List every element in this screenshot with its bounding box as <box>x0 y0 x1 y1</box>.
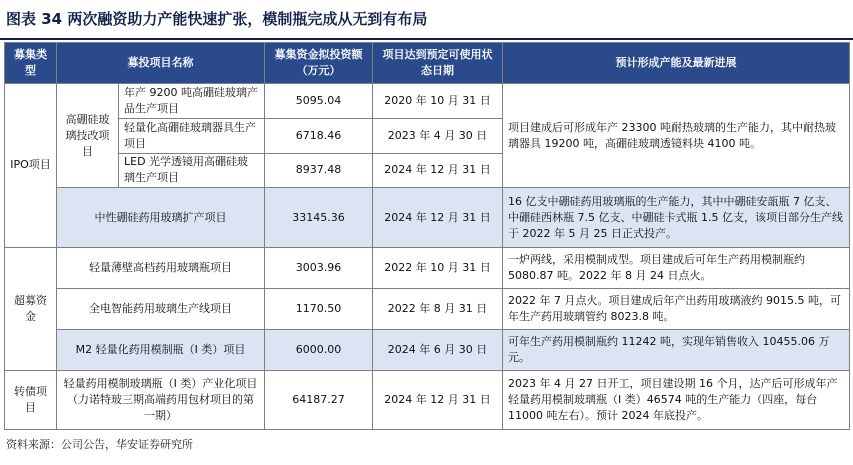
project-amount: 1170.50 <box>265 288 373 329</box>
project-date: 2022 年 8 月 31 日 <box>373 288 503 329</box>
header-type: 募集类型 <box>5 43 57 84</box>
project-amount: 8937.48 <box>265 153 373 188</box>
project-progress: 项目建成后可形成年产 23300 吨耐热玻璃的生产能力，其中耐热玻璃器具 19200 吨，高硼硅玻璃透镜料块 4100 吨。 <box>503 83 850 187</box>
project-progress: 16 亿支中硼硅药用玻璃瓶的生产能力，其中中硼硅安瓿瓶 7 亿支、中硼硅西林瓶 7.5 亿支、中硼硅卡式瓶 1.5 亿支，该项目部分生产线于 2022 年 5 月 25 日正式投产。 <box>503 188 850 247</box>
project-progress: 可年生产药用模制瓶约 11242 吨，实现年销售收入 10455.06 万元。 <box>503 329 850 370</box>
project-amount: 6000.00 <box>265 329 373 370</box>
project-date: 2022 年 10 月 31 日 <box>373 247 503 288</box>
project-amount: 64187.27 <box>265 370 373 429</box>
table-row <box>5 370 850 429</box>
group-convertible-bond: 转债项目 <box>5 370 57 429</box>
project-name: 全电智能药用玻璃生产线项目 <box>57 288 265 329</box>
fundraising-table <box>4 42 850 430</box>
project-date: 2020 年 10 月 31 日 <box>373 83 503 118</box>
project-amount: 5095.04 <box>265 83 373 118</box>
source-note: 资料来源：公司公告，华安证券研究所 <box>6 438 193 451</box>
project-date: 2024 年 12 月 31 日 <box>373 153 503 188</box>
subgroup-borosilicate: 高硼硅玻璃技改项目 <box>57 83 119 187</box>
group-ipo: IPO项目 <box>5 83 57 247</box>
project-name: M2 轻量化药用模制瓶（I 类）项目 <box>57 329 265 370</box>
project-name: LED 光学透镜用高硼硅玻璃生产项目 <box>119 153 265 188</box>
header-amount: 募集资金拟投资额（万元） <box>265 43 373 84</box>
project-amount: 6718.46 <box>265 118 373 153</box>
project-name: 年产 9200 吨高硼硅玻璃产品生产项目 <box>119 83 265 118</box>
project-date: 2024 年 12 月 31 日 <box>373 188 503 247</box>
project-date: 2024 年 6 月 30 日 <box>373 329 503 370</box>
table-row <box>5 247 850 288</box>
table-row <box>5 83 850 118</box>
header-project-name: 募投项目名称 <box>57 43 265 84</box>
table-row <box>5 188 850 247</box>
header-date: 项目达到预定可使用状态日期 <box>373 43 503 84</box>
title-underline <box>0 38 853 40</box>
project-progress: 2022 年 7 月点火。项目建成后年产出药用玻璃液约 9015.5 吨，可年生产药用玻璃管约 8023.8 吨。 <box>503 288 850 329</box>
table-row <box>5 288 850 329</box>
project-date: 2024 年 12 月 31 日 <box>373 370 503 429</box>
project-date: 2023 年 4 月 30 日 <box>373 118 503 153</box>
project-progress: 一炉两线，采用模制成型。项目建成后可年生产药用模制瓶约 5080.87 吨。2022 年 8 月 24 日点火。 <box>503 247 850 288</box>
figure-title: 图表 34 两次融资助力产能快速扩张，模制瓶完成从无到有布局 <box>6 10 428 28</box>
project-amount: 33145.36 <box>265 188 373 247</box>
project-amount: 3003.96 <box>265 247 373 288</box>
table-row <box>5 329 850 370</box>
project-name: 中性硼硅药用玻璃扩产项目 <box>57 188 265 247</box>
project-name: 轻量药用模制玻璃瓶（I 类）产业化项目（力诺特玻三期高端药用包材项目的第一期） <box>57 370 265 429</box>
project-name: 轻量薄壁高档药用玻璃瓶项目 <box>57 247 265 288</box>
header-progress: 预计形成产能及最新进展 <box>503 43 850 84</box>
group-super-raised: 超募资金 <box>5 247 57 370</box>
header-row <box>5 43 850 84</box>
project-name: 轻量化高硼硅玻璃器具生产项目 <box>119 118 265 153</box>
project-progress: 2023 年 4 月 27 日开工，项目建设期 16 个月，达产后可形成年产轻量药用模制玻璃瓶（I 类）46574 吨的生产能力（四座，每台 11000 吨左右）。预计 2024 年底投产。 <box>503 370 850 429</box>
